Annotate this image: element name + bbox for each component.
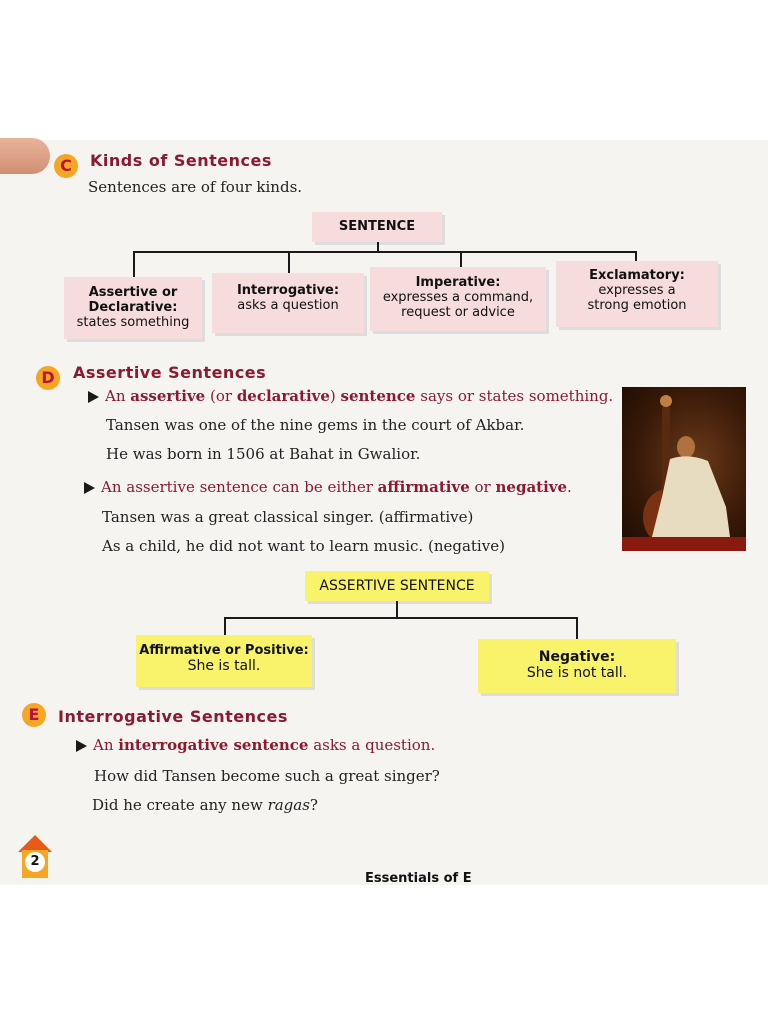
imperative-title: Imperative: xyxy=(415,275,501,290)
section-e-heading: Interrogative Sentences xyxy=(58,707,288,726)
text-span: An xyxy=(93,736,119,754)
keyword-interrogative: interrogative sentence xyxy=(118,736,309,754)
bullet-arrow-icon xyxy=(76,740,87,752)
assertive-desc: states something xyxy=(76,315,190,330)
imperative-desc: expresses a command, xyxy=(382,290,534,305)
section-d-bullet-1 xyxy=(88,387,613,405)
connector xyxy=(635,251,637,261)
example-3: Tansen was a great classical singer. (affirmative) xyxy=(102,508,474,526)
text-span: ? xyxy=(309,796,318,814)
connector xyxy=(288,251,290,273)
footer-book-title-clip xyxy=(365,871,475,885)
assertive-title-2: Declarative: xyxy=(88,300,178,315)
connector xyxy=(224,617,578,619)
affirmative-box xyxy=(136,635,312,687)
section-d-heading: Assertive Sentences xyxy=(73,363,267,382)
page-number: 2 xyxy=(30,854,40,869)
keyword-affirmative: affirmative xyxy=(377,478,470,496)
keyword-declarative: declarative xyxy=(236,387,330,405)
thumb xyxy=(0,138,50,174)
affirmative-desc: She is tall. xyxy=(187,658,261,674)
page-number-house xyxy=(16,832,54,880)
example-4: As a child, he did not want to learn music. (negative) xyxy=(102,537,505,555)
connector xyxy=(133,251,135,277)
section-e-bullet xyxy=(76,736,435,754)
connector xyxy=(576,617,578,639)
text-span: An xyxy=(105,387,131,405)
keyword-negative: negative xyxy=(495,478,568,496)
interrogative-desc: asks a question xyxy=(237,298,339,313)
assertive-box xyxy=(64,277,202,339)
affirmative-title: Affirmative or Positive: xyxy=(139,643,309,658)
exclamatory-box xyxy=(556,261,718,327)
assertive-title: Assertive or xyxy=(88,285,178,300)
interrogative-title: Interrogative: xyxy=(236,283,340,298)
section-d-bullet-2 xyxy=(84,478,572,496)
example-6 xyxy=(92,796,318,814)
singer-illustration xyxy=(622,387,746,551)
text-span: ) xyxy=(329,387,341,405)
imperative-box xyxy=(370,267,546,331)
text-span: (or xyxy=(205,387,237,405)
example-2: He was born in 1506 at Bahat in Gwalior. xyxy=(106,445,421,463)
section-c-heading: Kinds of Sentences xyxy=(90,151,272,170)
tansen-photo xyxy=(622,387,746,551)
negative-title: Negative: xyxy=(538,649,616,665)
text-span: Did he create any new xyxy=(92,796,268,814)
connector xyxy=(396,601,398,617)
exclamatory-desc: expresses a xyxy=(598,283,676,298)
negative-box xyxy=(478,639,676,693)
connector xyxy=(133,251,637,253)
text-span: An assertive sentence can be either xyxy=(101,478,378,496)
section-c-intro: Sentences are of four kinds. xyxy=(88,178,303,196)
text-span: . xyxy=(567,478,572,496)
connector xyxy=(460,251,462,267)
text-span: says or states something. xyxy=(415,387,614,405)
exclamatory-title: Exclamatory: xyxy=(589,268,685,283)
section-e-badge: E xyxy=(22,703,46,727)
connector xyxy=(224,617,226,635)
bullet-arrow-icon xyxy=(84,482,95,494)
section-c-badge: C xyxy=(54,154,78,178)
keyword-assertive: assertive xyxy=(130,387,206,405)
bullet-arrow-icon xyxy=(88,391,99,403)
assertive-root-box: ASSERTIVE SENTENCE xyxy=(305,571,489,601)
sentence-root-box: SENTENCE xyxy=(312,212,442,242)
imperative-desc-2: request or advice xyxy=(401,305,515,320)
text-span: asks a question. xyxy=(308,736,436,754)
section-d-badge: D xyxy=(36,366,60,390)
ragas-word: ragas xyxy=(267,796,310,814)
negative-desc: She is not tall. xyxy=(526,665,628,681)
keyword-sentence: sentence xyxy=(340,387,416,405)
exclamatory-desc-2: strong emotion xyxy=(587,298,687,313)
interrogative-box xyxy=(212,273,364,333)
footer-book-title: Essentials of E xyxy=(365,871,472,885)
example-5: How did Tansen become such a great singer? xyxy=(94,767,440,785)
text-span: or xyxy=(469,478,496,496)
example-1: Tansen was one of the nine gems in the court of Akbar. xyxy=(106,416,525,434)
